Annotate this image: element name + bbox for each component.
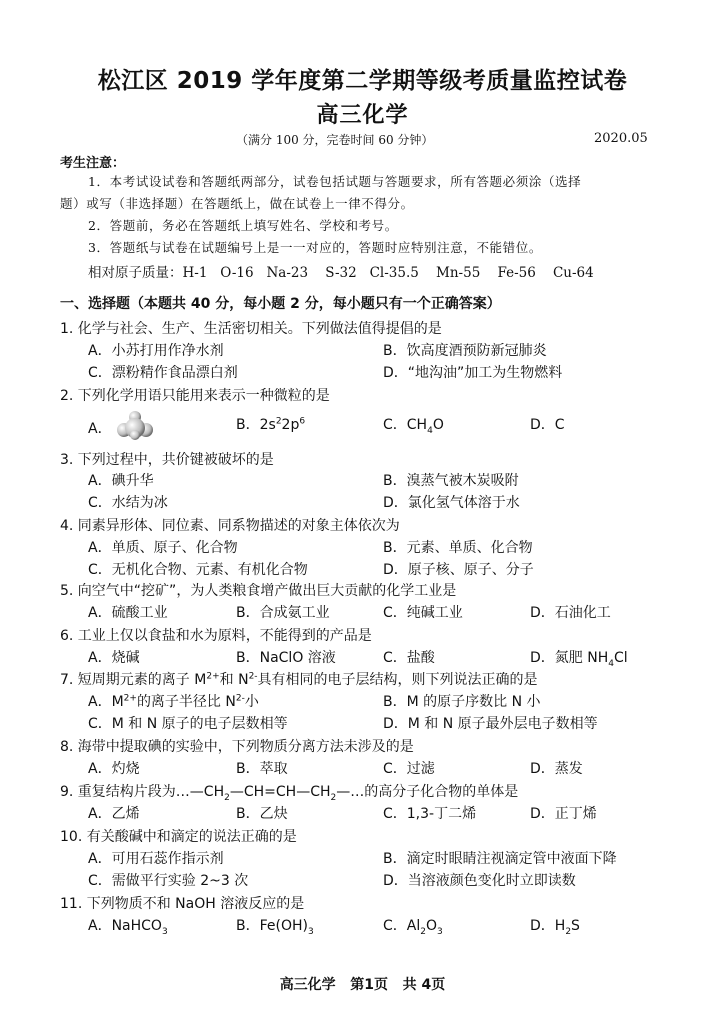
option-d: D．“地沟油”加工为生物燃料 [383, 365, 563, 381]
option-b: B．溴蒸气被木炭吸附 [383, 473, 519, 489]
option-b: B．乙炔 [236, 806, 288, 822]
option-b: B．饮高度酒预防新冠肺炎 [383, 343, 547, 359]
notice-item-1b: 题）或写（非选择题）在答题纸上，做在试卷上一律不得分。 [60, 196, 414, 211]
option-c: C．1,3-丁二烯 [383, 806, 477, 822]
option-a: A．碘升华 [88, 473, 154, 489]
option-d: D．C [530, 417, 565, 433]
option-c: C．过滤 [383, 761, 435, 777]
option-d: D．石油化工 [530, 605, 611, 621]
option-d: D．蒸发 [530, 761, 583, 777]
option-d: D．原子核、原子、分子 [383, 562, 534, 578]
notice-item-3: 3．答题纸与试卷在试题编号上是一一对应的，答题时应特别注意，不能错位。 [88, 240, 542, 255]
question-stem: 10. 有关酸碱中和滴定的说法正确的是 [60, 829, 297, 845]
option-a: A．$M^{2+}$的离子半径比 $N^{2-}$小 [88, 693, 259, 710]
question-stem: 9. 重复结构片段为$\dots—CH_2—CH=CH—CH_2—\dots$的高分子化合物的单体是 [60, 784, 519, 803]
option-b: B．合成氨工业 [236, 605, 330, 621]
question-stem: 3. 下列过程中，共价键被破坏的是 [60, 452, 274, 468]
question-stem: 7. 短周期元素的离子 $M^{2+}$和 $N^{2-}$具有相同的电子层结构，则下列说法正确的是 [60, 671, 538, 688]
exam-date: 2020.05 [594, 131, 648, 146]
option-label: A． [88, 421, 112, 437]
option-b: B．元素、单质、化合物 [383, 540, 533, 556]
exam-subtitle: （满分 100 分，完卷时间 60 分钟） [236, 133, 434, 147]
option-b: B．NaClO 溶液 [236, 650, 336, 666]
option-c: C．漂粉精作食品漂白剂 [88, 365, 238, 381]
question-stem: 11. 下列物质不和 NaOH 溶液反应的是 [60, 896, 305, 912]
notice-heading: 考生注意： [60, 156, 126, 171]
question-stem: 1. 化学与社会、生产、生活密切相关。下列做法值得提倡的是 [60, 321, 442, 337]
option-d: D．氯化氢气体溶于水 [383, 495, 520, 511]
question-stem: 2. 下列化学用语只能用来表示一种微粒的是 [60, 388, 330, 404]
option-d: D．M 和 N 原子最外层电子数相等 [383, 716, 598, 732]
option-a: A．烧碱 [88, 650, 140, 666]
notice-item-2: 2．答题前，务必在答题纸上填写姓名、学校和考号。 [88, 218, 398, 233]
question-stem: 4. 同素异形体、同位素、同系物描述的对象主体依次为 [60, 518, 400, 534]
option-a: A．小苏打用作净水剂 [88, 343, 224, 359]
option-c: C．纯碱工业 [383, 605, 463, 621]
option-a: A．单质、原子、化合物 [88, 540, 238, 556]
option-c: C．无机化合物、元素、有机化合物 [88, 562, 308, 578]
option-c: C．需做平行实验 2~3 次 [88, 873, 249, 889]
question-stem: 8. 海带中提取碘的实验中，下列物质分离方法未涉及的是 [60, 739, 414, 755]
option-a: A．灼烧 [88, 761, 140, 777]
question-stem: 5. 向空气中“挖矿”，为人类粮食增产做出巨大贡献的化学工业是 [60, 583, 457, 599]
option-b: B．$Fe(OH)_3$ [236, 918, 314, 937]
option-d: D．当溶液颜色变化时立即读数 [383, 873, 576, 889]
atomic-masses: 相对原子质量：H-1 O-16 Na-23 S-32 Cl-35.5 Mn-55 Fe-56 Cu-64 [88, 265, 594, 281]
question-stem: 6. 工业上仅以食盐和水为原料，不能得到的产品是 [60, 628, 372, 644]
exam-subject: 高三化学 [316, 103, 409, 128]
option-b: B．$2s^22p^6$ [236, 416, 306, 433]
option-c: C．盐酸 [383, 650, 435, 666]
option-c: C．$Al_2O_3$ [383, 918, 443, 937]
option-d: D．正丁烯 [530, 806, 597, 822]
option-d: D．$H_2S$ [530, 918, 580, 937]
option-a: A．乙烯 [88, 806, 140, 822]
section-title: 一、选择题（本题共 40 分，每小题 2 分，每小题只有一个正确答案） [60, 296, 501, 312]
exam-title: 松江区 2019 学年度第二学期等级考质量监控试卷 [97, 68, 628, 94]
option-b: B．萃取 [236, 761, 288, 777]
option-c: C．M 和 N 原子的电子层数相等 [88, 716, 288, 732]
option-c: C．$CH_4O$ [383, 417, 444, 436]
option-a: A．硫酸工业 [88, 605, 168, 621]
option-a: A．可用石蕊作指示剂 [88, 851, 224, 867]
option-b: B．M 的原子序数比 N 小 [383, 694, 541, 710]
option-a [88, 414, 154, 444]
methane-ball-model-icon [116, 410, 154, 440]
option-d: D．氮肥 $NH_4Cl$ [530, 650, 628, 669]
option-c: C．水结为冰 [88, 495, 168, 511]
option-a: A．NaHCO$_3$ [88, 918, 168, 937]
notice-item-1a: 1．本考试设试卷和答题纸两部分，试卷包括试题与答题要求，所有答题必须涂（选择 [88, 174, 582, 189]
page-footer: 高三化学 第1页 共 4页 [279, 977, 446, 993]
option-b: B．滴定时眼睛注视滴定管中液面下降 [383, 851, 617, 867]
